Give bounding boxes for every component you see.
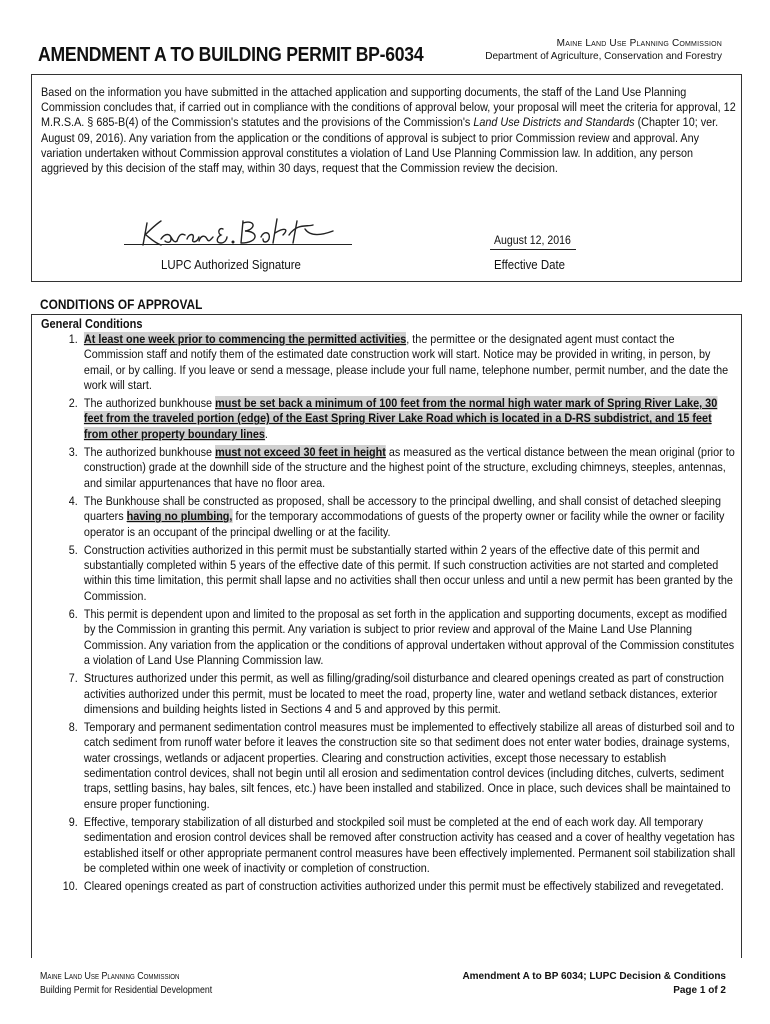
condition-number: 1. xyxy=(68,332,78,346)
condition-text: . xyxy=(264,426,268,441)
condition-text: The Bunkhouse shall be constructed as proposed, shall be accessory to the principal dwelling, and shall consist of detached sleeping quarters xyxy=(83,493,721,524)
condition-text: Cleared openings created as part of construction activities authorized under this permit must be effectively stabilized and revegetated. xyxy=(83,879,724,894)
condition-item xyxy=(32,815,736,876)
condition-item xyxy=(32,720,736,812)
condition-number: 8. xyxy=(68,720,78,735)
condition-text: Effective, temporary stabilization of all disturbed and stockpiled soil must be completed at the end of each work day. All temporary sedimentation and erosion control devices shall be removed after construction activity has ceased and a cover of healthy vegetation has established itself or other appropriate permanent control measures have been effectively implemented. Permanent soil stabilization shall be completed within one week of inactivity or completion of construction. xyxy=(83,814,736,875)
page-number: Page 1 of 2 xyxy=(673,985,726,996)
agency-department: Department of Agriculture, Conservation and Forestry xyxy=(485,51,722,62)
condition-highlight: At least one week prior to commencing the permitted activities xyxy=(83,332,407,346)
condition-number: 7. xyxy=(68,671,78,686)
condition-text: , the permittee or the designated agent must contact the Commission staff and notify them of the estimated date construction work will start. Notice may be provided in writing, in person, by email, or by calling. If you leave or send a message, please include your full name, telephone number, permit number, and the date the work will start. xyxy=(83,332,729,392)
footer-right xyxy=(462,970,726,998)
footer-left xyxy=(40,970,212,998)
condition-number: 10. xyxy=(62,879,78,894)
condition-number: 2. xyxy=(68,396,78,411)
document-title: AMENDMENT A TO BUILDING PERMIT BP-6034 xyxy=(38,44,424,66)
condition-number: 9. xyxy=(68,814,78,829)
conditions-box xyxy=(31,314,742,958)
signature-label: LUPC Authorized Signature xyxy=(161,257,301,272)
conditions-heading: CONDITIONS OF APPROVAL xyxy=(40,297,203,312)
condition-text: as measured as the vertical distance between the mean original (prior to construction) grade at the downhill side of the structure and the highest point of the structure, excluding chimneys, steeples, antennas, and similar appurtenances that have no floor area. xyxy=(83,445,735,490)
effective-date-label: Effective Date xyxy=(494,257,566,272)
condition-highlight: must not exceed 30 feet in height xyxy=(215,445,386,460)
handwritten-signature xyxy=(137,215,337,251)
condition-item xyxy=(32,494,736,540)
condition-number: 6. xyxy=(68,607,78,622)
condition-item xyxy=(32,445,736,491)
intro-italic: Land Use Districts and Standards xyxy=(473,115,635,130)
condition-item xyxy=(32,396,736,442)
condition-text: Structures authorized under this permit, as well as filling/grading/soil disturbance and cleared openings created as part of construction activities authorized under this permit, must be located to meet the road, property line, water and wetland setback distances, exterior dimensions and building heights listed in Sections 4 and 5 and approved by this permit. xyxy=(83,671,724,716)
condition-number: 4. xyxy=(68,493,78,508)
condition-item xyxy=(32,607,736,668)
effective-date-value: August 12, 2016 xyxy=(494,233,571,247)
condition-item xyxy=(32,671,736,717)
decision-paragraph xyxy=(41,85,738,176)
condition-highlight: having no plumbing, xyxy=(126,509,233,524)
agency-header xyxy=(485,37,722,63)
condition-text: for the temporary accommodations of guests of the property owner or facility while the owner or facility operator is an occupant of the principal dwelling or at the facility. xyxy=(83,509,725,539)
decision-box xyxy=(31,74,742,282)
conditions-list xyxy=(32,332,736,897)
condition-item xyxy=(32,879,736,894)
condition-number: 3. xyxy=(68,445,78,460)
signature-line xyxy=(124,244,352,245)
condition-highlight: must be set back a minimum of 100 feet from the normal high water mark of Spring River Lake, 30 feet from the traveled portion (edge) of the East Spring River Lake Road which is located in a D-RS subdistrict, and 15 feet from other property boundary lines xyxy=(83,396,718,441)
condition-text: The authorized bunkhouse xyxy=(83,445,216,460)
general-conditions-heading: General Conditions xyxy=(41,317,143,331)
condition-item xyxy=(32,543,736,604)
condition-text: Construction activities authorized in this permit must be substantially started within 2 years of the effective date of this permit and substantially completed within 5 years of the effective date of this permit. If such construction activities are not started and completed within this time limitation, this permit shall lapse and no activities shall then occur unless and until a new permit has been granted by the Commission. xyxy=(83,542,733,603)
condition-text: This permit is dependent upon and limited to the proposal as set forth in the application and supporting documents, except as modified by the Commission in granting this permit. Any variation is subject to prior review and approval of the Maine Land Use Planning Commission. Any variation from the application or the conditions of approval undertaken without approval of the Commission constitutes a violation of Land Use Planning Commission law. xyxy=(83,607,735,667)
footer-agency: Maine Land Use Planning Commission xyxy=(40,971,180,982)
intro-text-1: Based on the information you have submitted in the attached application and supporting documents, the staff of the Land Use Planning Commission concludes that, if carried out in compliance with the conditions of approval below, your proposal will meet the criteria for approval, 12 M.R.S.A. § 685-B(4) of the Commission's statutes and the provisions of the Commission's xyxy=(41,85,736,130)
condition-text: Temporary and permanent sedimentation control measures must be implemented to effectively stabilize all areas of disturbed soil and to catch sediment from runoff water before it leaves the construction site so that sediment does not enter water bodies, drainage systems, water crossings, wetlands or adjacent properties. Clearing and construction activities, except those necessary to establish sedimentation control devices, shall not begin until all erosion and sedimentation control devices (including ditches, culverts, sediment traps, settling basins, hay bales, silt fences, etc.) have been installed and stabilized. Once in place, such devices shall be maintained to ensure proper functioning. xyxy=(83,720,735,811)
footer-permit-type: Building Permit for Residential Development xyxy=(40,985,213,996)
agency-name: Maine Land Use Planning Commission xyxy=(556,38,722,49)
date-line xyxy=(490,249,576,250)
footer-document-title: Amendment A to BP 6034; LUPC Decision & Conditions xyxy=(462,971,726,982)
condition-number: 5. xyxy=(68,542,78,557)
condition-text: The authorized bunkhouse xyxy=(83,396,216,411)
intro-text-2: (Chapter 10; ver. August 09, 2016). Any variation from the application or the conditions of approval is subject to prior Commission review and approval. Any variation undertaken without Commission approval constitutes a violation of Land Use Planning Commission law. In addition, any person aggrieved by this decision of the staff may, within 30 days, request that the Commission review the decision. xyxy=(41,115,719,176)
condition-item xyxy=(32,332,736,393)
